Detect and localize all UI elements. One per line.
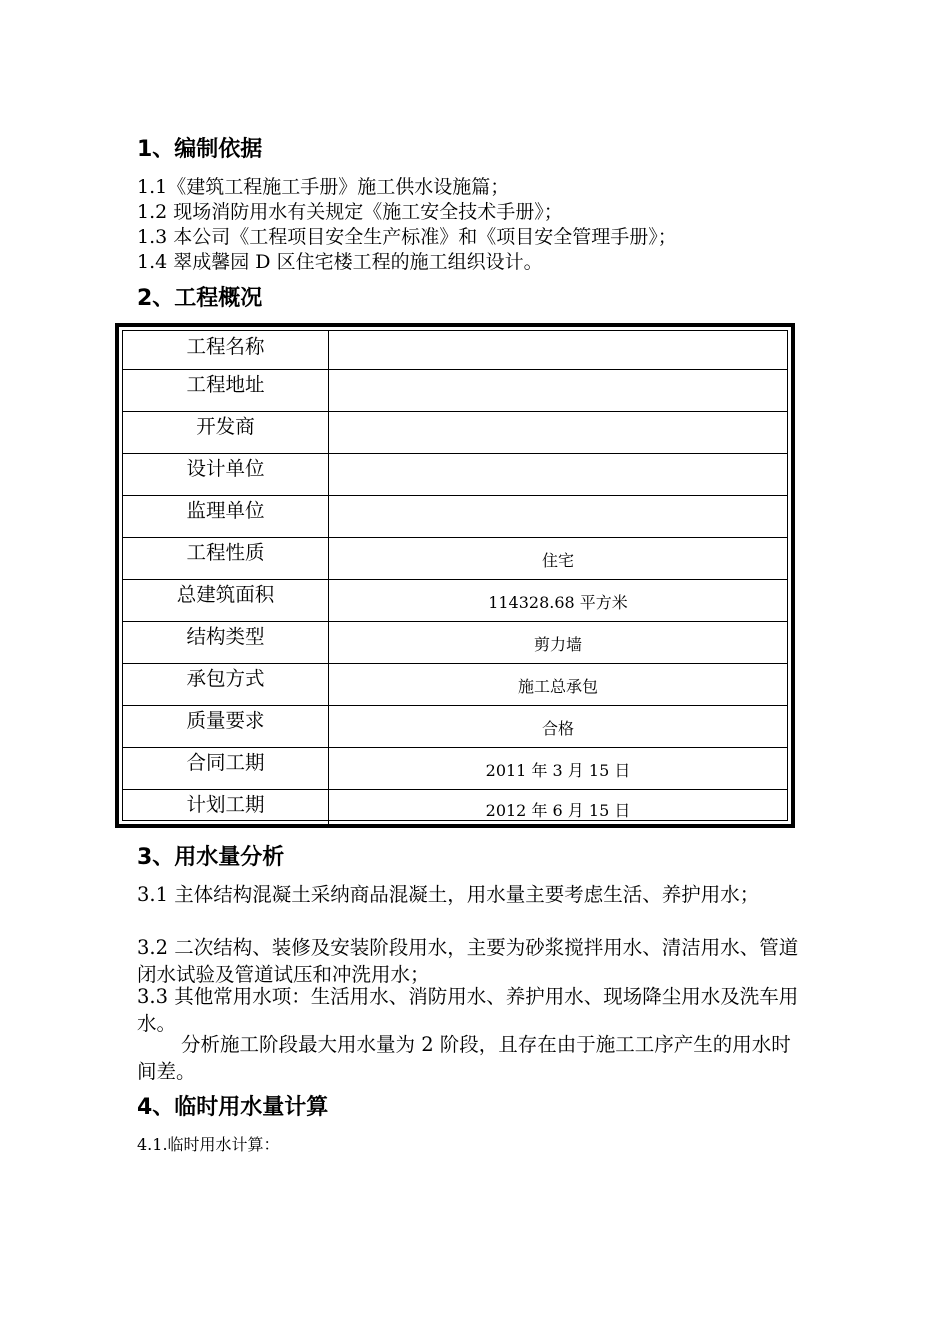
row-value: 114328.68 平方米 [488, 593, 628, 612]
basis-item-2: 1.2 现场消防用水有关规定《施工安全技术手册》； [137, 201, 563, 223]
row-label: 开发商 [123, 412, 329, 453]
table-row [123, 748, 787, 790]
table-row [123, 412, 787, 454]
section-1-heading: 1、编制依据 [137, 137, 263, 162]
row-value [329, 496, 787, 537]
row-label: 合同工期 [123, 748, 329, 789]
row-value: 剪力墙 [533, 635, 582, 654]
row-value [329, 331, 787, 369]
row-value [329, 370, 787, 411]
table-row [123, 496, 787, 538]
table-row [123, 622, 787, 664]
row-value: 2012 年 6 月 15 日 [485, 801, 631, 820]
project-overview-table [115, 323, 795, 828]
basis-item-1: 1.1《建筑工程施工手册》施工供水设施篇； [137, 176, 510, 198]
row-label: 结构类型 [123, 622, 329, 663]
table-row [123, 580, 787, 622]
basis-item-3: 1.3 本公司《工程项目安全生产标准》和《项目安全管理手册》； [137, 226, 677, 248]
analysis-paragraph-4 [137, 1031, 807, 1085]
table-row [123, 790, 787, 827]
row-label: 设计单位 [123, 454, 329, 495]
row-label: 总建筑面积 [123, 580, 329, 621]
table-row [123, 331, 787, 370]
table-row [123, 706, 787, 748]
row-label: 监理单位 [123, 496, 329, 537]
row-label: 计划工期 [123, 790, 329, 827]
row-value [329, 454, 787, 495]
row-value: 施工总承包 [517, 677, 598, 696]
table-row [123, 538, 787, 580]
section-4-heading: 4、临时用水量计算 [137, 1095, 329, 1120]
row-value: 住宅 [541, 551, 574, 570]
table-row [123, 454, 787, 496]
row-value [329, 412, 787, 453]
row-label: 工程地址 [123, 370, 329, 411]
row-value: 合格 [541, 719, 574, 738]
row-label: 承包方式 [123, 664, 329, 705]
section-2-heading: 2、工程概况 [137, 286, 263, 311]
table-body [122, 330, 788, 821]
table-row [123, 664, 787, 706]
analysis-paragraph-4-text: 分析施工阶段最大用水量为 2 阶段，且存在由于施工工序产生的用水时间差。 [137, 1033, 791, 1083]
basis-item-4: 1.4 翠成馨园 D 区住宅楼工程的施工组织设计。 [137, 251, 543, 273]
subsection-4-1: 4.1.临时用水计算： [137, 1135, 280, 1154]
row-value: 2011 年 3 月 15 日 [485, 761, 631, 780]
row-label: 工程名称 [123, 331, 329, 369]
table-row [123, 370, 787, 412]
row-label: 工程性质 [123, 538, 329, 579]
section-3-heading: 3、用水量分析 [137, 845, 285, 870]
analysis-paragraph-3: 3.3 其他常用水项：生活用水、消防用水、养护用水、现场降尘用水及洗车用水。 [137, 985, 799, 1035]
row-label: 质量要求 [123, 706, 329, 747]
analysis-paragraph-1: 3.1 主体结构混凝土采纳商品混凝土，用水量主要考虑生活、养护用水； [137, 883, 760, 906]
analysis-paragraph-2: 3.2 二次结构、装修及安装阶段用水，主要为砂浆搅拌用水、清洁用水、管道闭水试验及管道试压和冲洗用水； [137, 936, 799, 986]
